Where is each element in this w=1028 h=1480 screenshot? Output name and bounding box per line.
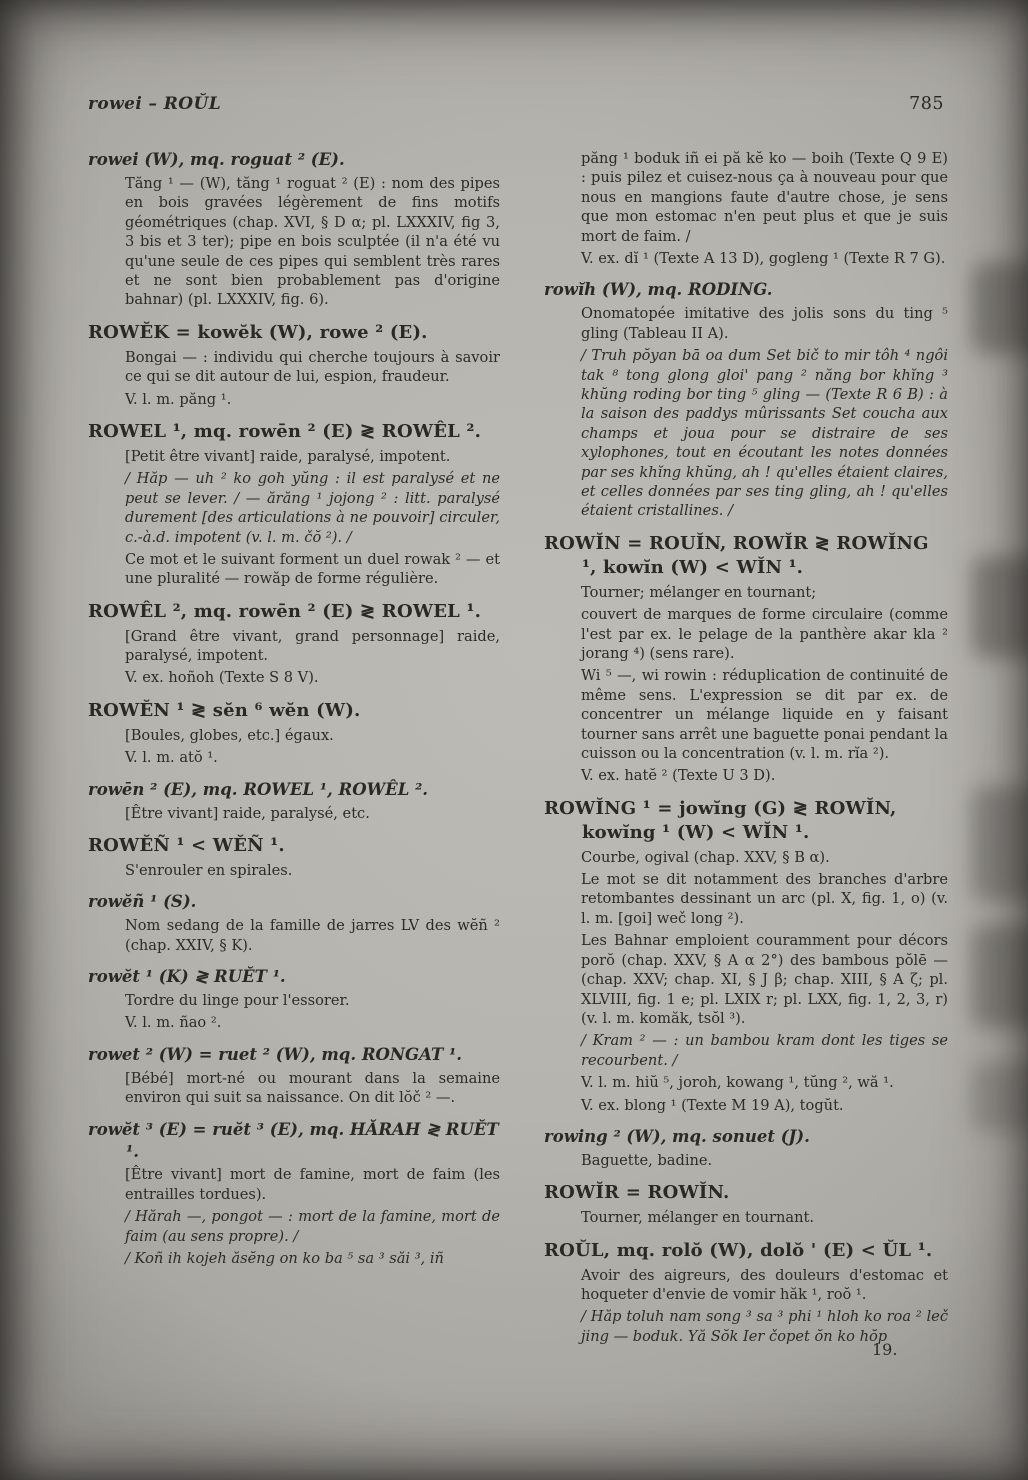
entry-headword: rowĭh (W), mq. RODING. (544, 280, 773, 300)
entry-paragraph: Tourner; mélanger en tournant; (581, 583, 817, 601)
entry-headword: rowĕñ ¹ (S). (88, 892, 197, 912)
dictionary-entry (88, 321, 500, 409)
entry-headword: ROWĬNG ¹ = jowĭng (G) ≷ ROWĬN, kowĭng ¹ (W) < WĬN ¹. (544, 797, 897, 843)
running-head: rowei – ROŬL (88, 94, 222, 114)
page-header (88, 94, 944, 114)
entry-paragraph: Le mot se dit notamment des branches d'arbre retombantes dessinant un arc (pl. X, fig. 1, o) (v. l. m. [goi] weč long ²). (581, 871, 948, 927)
scan-artifact (972, 924, 1028, 1028)
dictionary-entry (88, 834, 500, 880)
entry-paragraph: [Boules, globes, etc.] égaux. (125, 726, 334, 744)
entry-paragraph: V. ex. dĭ ¹ (Texte A 13 D), gogleng ¹ (Texte R 7 G). (581, 250, 946, 268)
entry-paragraph: V. ex. hoñoh (Texte S 8 V). (125, 669, 319, 687)
dictionary-entry (544, 279, 948, 520)
entry-paragraph: couvert de marques de forme circulaire (comme l'est par ex. le pelage de la panthère akar kla ² jorang ⁴) (sens rare). (581, 606, 948, 662)
entry-paragraph: Baguette, badine. (581, 1151, 713, 1169)
entry-paragraph: / Hărah —, pongot — : mort de la famine, mort de faim (au sens propre). / (125, 1208, 500, 1245)
dictionary-entry (88, 966, 500, 1033)
entry-headword: rowēn ² (E), mq. ROWEL ¹, ROWÊL ². (88, 779, 429, 799)
entry-paragraph: V. ex. blong ¹ (Texte M 19 A), togŭt. (581, 1096, 844, 1114)
entry-paragraph: [Petit être vivant] raide, paralysé, impotent. (125, 447, 451, 465)
entry-paragraph: Wi ⁵ —, wi rowin : réduplication de continuité de même sens. L'expression se dit par ex. de concentrer un mélange liquide en y faisant tourner sans arrêt une baguette ponai pendant la cuisson ou la concentration (v. l. m. rĭa ²). (581, 667, 948, 762)
entry-paragraph: Les Bahnar emploient couramment pour décors porŏ (chap. XXV, § A α 2°) des bambous pŏlē — (chap. XXV; chap. XI, § J β; chap. XIII, § A ζ; pl. XLVIII, fig. 1 e; pl. LXIX r; pl. LXX, fig. 1, 2, 3, r) (v. l. m. komăk, tsŏl ³). (581, 932, 948, 1027)
dictionary-entry (88, 699, 500, 768)
entry-paragraph: [Bébé] mort-né ou mourant dans la semaine environ qui suit sa naissance. On dit lŏč ² —. (125, 1069, 500, 1107)
entry-paragraph: Onomatopée imitative des jolis sons du ting ⁵ gling (Tableau II A). (581, 305, 948, 342)
page-number: 785 (909, 94, 944, 114)
dictionary-entry (88, 149, 500, 310)
scan-artifact (972, 262, 1028, 354)
entry-paragraph: / Hăp — uh ² ko goh yŭng : il est paralysé et ne peut se lever. / — ărăng ¹ jojong ² : litt. paralysé durement [des articulations à ne pouvoir] circuler, c.-à.d. impotent (v. l. m. čŏ ²). / (125, 470, 500, 546)
entry-paragraph: Tourner, mélanger en tournant. (581, 1209, 814, 1227)
entry-paragraph: S'enrouler en spirales. (125, 861, 293, 879)
entry-headword: rowĕt ¹ (K) ≷ RUĔT ¹. (88, 967, 286, 987)
entry-paragraph: Tordre du linge pour l'essorer. (125, 992, 350, 1009)
entry-paragraph: / Koñ ih kojeh ăsĕng on ko ba ⁵ sa ³ săi ³, iñ (125, 1250, 444, 1268)
entry-headword: ROWEL ¹, mq. rowēn ² (E) ≷ ROWÊL ². (88, 420, 482, 442)
entry-headword: ROWĔN ¹ ≷ sĕn ⁶ wĕn (W). (88, 699, 361, 721)
entry-paragraph: Bongai — : individu qui cherche toujours à savoir ce qui se dit autour de lui, espion, fraudeur. (125, 348, 500, 386)
entry-paragraph: V. l. m. ñao ². (125, 1014, 222, 1032)
entry-paragraph: V. l. m. atŏ ¹. (125, 749, 218, 767)
dictionary-entry (88, 420, 500, 589)
entry-paragraph: / Kram ² — : un bambou kram dont les tiges se recourbent. / (581, 1032, 948, 1069)
dictionary-entry (88, 891, 500, 955)
entry-paragraph: V. l. m. hiŭ ⁵, joroh, kowang ¹, tŭng ², wă ¹. (581, 1074, 894, 1092)
entry-paragraph: Tăng ¹ — (W), tăng ¹ roguat ² (E) : nom des pipes en bois gravées légèrement de fins motifs géométriques (chap. XVI, § D α; pl. LXXXIV, fig 3, 3 bis et 3 ter); pipe en bois sculptée (il n'a été vu qu'une seule de ces pipes qui semblent très rares et ne sont bien probablement pas d'origine bahnar) (pl. LXXXIV, fig. 6). (125, 174, 500, 309)
entry-headword: ROWĔÑ ¹ < WĔÑ ¹. (88, 834, 285, 856)
entry-headword: ROWÊL ², mq. rowēn ² (E) ≷ ROWEL ¹. (88, 600, 482, 622)
entry-headword: ROWĔK = kowĕk (W), rowe ² (E). (88, 321, 428, 343)
dictionary-entry (88, 779, 500, 823)
entry-headword: ROWĬN = ROUĬN, ROWĬR ≷ ROWĬNG ¹, kowĭn (W) < WĬN ¹. (544, 532, 929, 578)
text-columns (88, 149, 948, 1357)
entry-headword: rowei (W), mq. roguat ² (E). (88, 150, 345, 169)
entry-paragraph: Ce mot et le suivant forment un duel rowak ² — et une pluralité — rowăp de forme régulière. (125, 550, 500, 588)
right-column (544, 149, 948, 1357)
entry-headword: ROŬL, mq. rolŏ (W), dolŏ ' (E) < ŬL ¹. (544, 1239, 933, 1261)
dictionary-entry (88, 1044, 500, 1108)
dictionary-entry (544, 1239, 948, 1347)
entry-headword: rowing ² (W), mq. sonuet (J). (544, 1126, 810, 1146)
scan-artifact (972, 556, 1028, 658)
dictionary-entry (544, 797, 948, 1115)
scan-artifact (972, 1062, 1028, 1132)
entry-paragraph: / Truh pŏyan bā oa dum Set bič to mir tôh ⁴ ngôi tak ⁸ tong glong gloi' pang ² năng bor khĭng ³ khŭng roding bor ting ⁵ gling — (Texte R 6 B) : à la saison des paddys mûrissants Set coucha aux champs et joua pour se distraire de ses xylophones, tout en écoutant les notes données par ses khĭng khŭng, ah ! qu'elles étaient claires, et celles données par ses ting gling, ah ! qu'elles étaient cristallines. / (581, 347, 948, 520)
entry-headword: rowĕt ³ (E) = ruĕt ³ (E), mq. HĂRAH ≷ RUĔT ¹. (88, 1119, 499, 1161)
dictionary-entry (88, 600, 500, 688)
entry-paragraph: / Hăp toluh nam song ³ sa ³ phi ¹ hloh ko roa ² leč jing — boduk. Yă Sŏk Ier čopet ŏn ko hŏp (581, 1308, 948, 1345)
dictionary-entry (544, 1181, 948, 1227)
entry-paragraph: Nom sedang de la famille de jarres LV des wĕñ ² (chap. XXIV, § K). (125, 917, 500, 954)
entry-headword: ROWĬR = ROWĬN. (544, 1182, 730, 1204)
entry-paragraph: V. l. m. păng ¹. (125, 390, 232, 408)
entry-paragraph: păng ¹ boduk iñ ei pă kĕ ko — boih (Texte Q 9 E) : puis pilez et cuisez-nous ça à nouveau pour que nous en mangions faute d'autre chose, je sens que mon estomac n'en peut plus et que je suis mort de faim. / (581, 150, 948, 245)
entry-paragraph: [Être vivant] mort de famine, mort de faim (les entrailles tordues). (125, 1166, 500, 1203)
entry-paragraph: Avoir des aigreurs, des douleurs d'estomac et hoqueter d'envie de vomir hăk ¹, roŏ ¹. (581, 1266, 948, 1303)
entry-paragraph: Courbe, ogival (chap. XXV, § B α). (581, 848, 830, 866)
dictionary-entry (544, 532, 948, 786)
footer-number: 19. (872, 1340, 898, 1359)
left-column (88, 149, 500, 1357)
entry-paragraph: V. ex. hatĕ ² (Texte U 3 D). (581, 767, 776, 785)
dictionary-entry (88, 1119, 500, 1269)
entry-paragraph: [Être vivant] raide, paralysé, etc. (125, 804, 370, 822)
entry-paragraph: [Grand être vivant, grand personnage] raide, paralysé, impotent. (125, 627, 500, 665)
entry-headword: rowet ² (W) = ruet ² (W), mq. RONGAT ¹. (88, 1044, 462, 1064)
scan-artifact (972, 786, 1028, 902)
dictionary-entry (544, 149, 948, 268)
dictionary-entry (544, 1126, 948, 1170)
